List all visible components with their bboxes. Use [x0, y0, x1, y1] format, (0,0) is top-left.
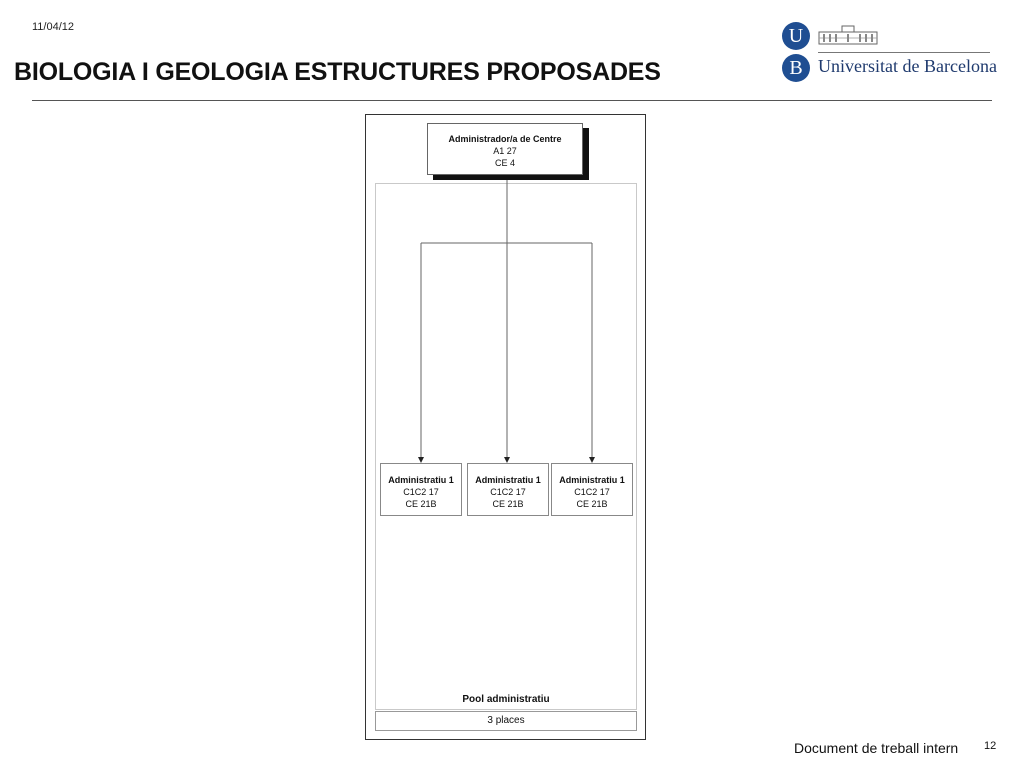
date: 11/04/12 — [32, 21, 75, 33]
subordinate-node-line2: CE 21B — [576, 499, 608, 509]
page-number: 12 — [984, 740, 997, 752]
subordinate-node-line2: CE 21B — [405, 499, 437, 509]
university-name: Universitat de Barcelona — [818, 56, 997, 76]
subordinate-node — [551, 463, 633, 516]
subordinate-node — [380, 463, 462, 516]
logo-u-badge: U — [782, 22, 810, 50]
subordinate-node-line2: CE 21B — [492, 499, 524, 509]
subordinate-node-line1: C1C2 17 — [403, 487, 439, 497]
subordinate-node-line1: C1C2 17 — [490, 487, 526, 497]
subordinate-node-title: Administratiu 1 — [475, 475, 541, 485]
footer-note: Document de treball intern — [794, 740, 959, 756]
head-node-title: Administrador/a de Centre — [448, 134, 562, 144]
logo-b-badge: B — [782, 54, 810, 82]
page-title: BIOLOGIA I GEOLOGIA ESTRUCTURES PROPOSADES — [14, 58, 661, 86]
pool-label: Pool administratiu — [462, 694, 550, 705]
subordinate-node-title: Administratiu 1 — [559, 475, 625, 485]
subordinate-node — [467, 463, 549, 516]
subordinate-node-title: Administratiu 1 — [388, 475, 454, 485]
subordinate-node-line1: C1C2 17 — [574, 487, 610, 497]
places-count: 3 places — [375, 711, 637, 731]
head-node — [427, 123, 583, 175]
head-node-line1: A1 27 — [493, 146, 517, 156]
head-node-line2: CE 4 — [494, 158, 515, 168]
